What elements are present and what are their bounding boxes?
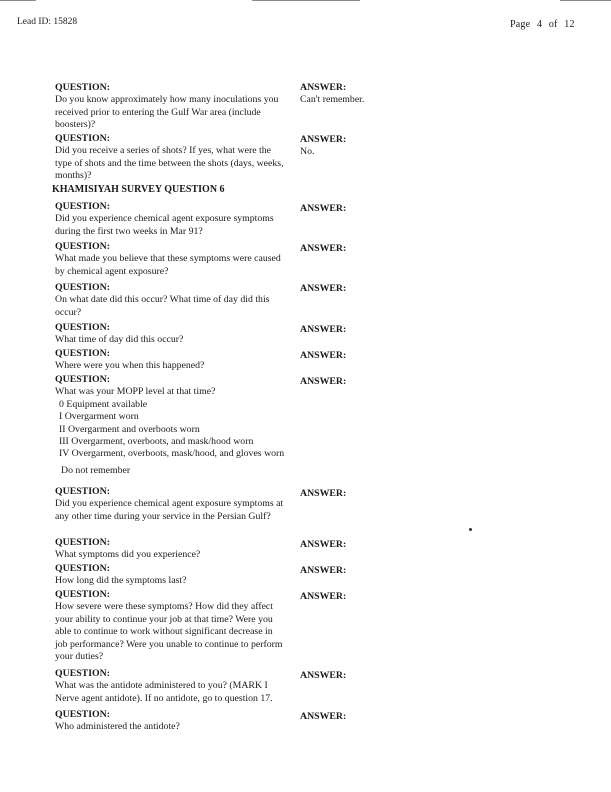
question-label: QUESTION: <box>55 82 110 93</box>
scan-line-center <box>252 0 360 1</box>
question-text: What was your MOPP level at that time? <box>55 386 216 398</box>
qa-block-11 <box>55 563 287 588</box>
question-label: QUESTION: <box>55 709 110 720</box>
qa-block-4 <box>55 241 287 278</box>
answer-text: Can't remember. <box>300 94 365 106</box>
answer-block-8 <box>300 376 410 388</box>
answer-block-12 <box>300 591 410 603</box>
answer-label: ANSWER: <box>300 134 347 145</box>
qa-block-5 <box>55 282 287 319</box>
question-text: Where were you when this happened? <box>55 360 205 372</box>
page-label: Page <box>510 19 531 30</box>
question-label: QUESTION: <box>55 322 110 333</box>
answer-label: ANSWER: <box>300 283 347 294</box>
answer-label: ANSWER: <box>300 565 347 576</box>
page-current: 4 <box>536 19 543 30</box>
page-of: of <box>548 19 558 30</box>
question-label: QUESTION: <box>55 374 110 385</box>
section-heading: KHAMISIYAH SURVEY QUESTION 6 <box>52 184 225 195</box>
question-text: What made you believe that these symptoms were caused by chemical agent exposure? <box>55 253 281 277</box>
question-label: QUESTION: <box>55 348 110 359</box>
answer-text: No. <box>300 146 315 158</box>
mopp-option-5: Do not remember <box>61 464 131 476</box>
qa-block-1 <box>55 82 287 132</box>
page-indicator <box>510 19 579 30</box>
question-text: Did you experience chemical agent exposure symptoms during the first two weeks in Mar 91? <box>55 213 274 237</box>
scan-line-left <box>0 0 36 1</box>
scan-speck <box>469 528 472 531</box>
answer-label: ANSWER: <box>300 670 347 681</box>
qa-block-8 <box>55 374 287 477</box>
answer-block-4 <box>300 243 410 255</box>
question-label: QUESTION: <box>55 133 110 144</box>
answer-label: ANSWER: <box>300 376 347 387</box>
qa-block-10 <box>55 537 287 562</box>
mopp-option-2: II Overgarment and overboots worn <box>59 423 200 435</box>
qa-block-9 <box>55 486 287 523</box>
answer-label: ANSWER: <box>300 82 347 93</box>
qa-block-14 <box>55 709 287 734</box>
answer-block-7 <box>300 350 410 362</box>
page-total: 12 <box>564 19 575 30</box>
qa-block-3 <box>55 201 287 238</box>
qa-block-7 <box>55 348 287 373</box>
question-text: Did you experience chemical agent exposure symptoms at any other time during your service in the Persian Gulf? <box>55 498 284 522</box>
answer-block-10 <box>300 539 410 551</box>
question-text: How severe were these symptoms? How did they affect your ability to continue your job at that time? Were you able to continue to work without significant decrease in job performance? Were you unable to continue to perform your duties? <box>55 601 283 663</box>
mopp-option-1: I Overgarment worn <box>59 411 139 423</box>
answer-block-14 <box>300 711 410 723</box>
question-text: What time of day did this occur? <box>55 334 184 346</box>
answer-label: ANSWER: <box>300 711 347 722</box>
qa-block-2 <box>55 133 287 183</box>
question-text: On what date did this occur? What time of day did this occur? <box>55 294 270 318</box>
question-label: QUESTION: <box>55 563 110 574</box>
mopp-option-3: III Overgarment, overboots, and mask/hood worn <box>59 436 254 448</box>
question-text: How long did the symptoms last? <box>55 575 187 587</box>
question-label: QUESTION: <box>55 241 110 252</box>
question-text: Who administered the antidote? <box>55 721 180 733</box>
answer-block-6 <box>300 324 410 336</box>
question-text: Do you know approximately how many inoculations you received prior to entering the Gulf War area (include boosters)? <box>55 94 279 131</box>
question-label: QUESTION: <box>55 201 110 212</box>
answer-block-2 <box>300 134 410 159</box>
answer-label: ANSWER: <box>300 243 347 254</box>
answer-block-3 <box>300 203 410 215</box>
mopp-option-0: 0 Equipment available <box>59 398 148 410</box>
answer-label: ANSWER: <box>300 488 347 499</box>
answer-block-1 <box>300 82 410 107</box>
answer-block-13 <box>300 670 410 682</box>
lead-id: Lead ID: 15828 <box>17 17 78 27</box>
qa-block-12 <box>55 589 287 663</box>
answer-label: ANSWER: <box>300 539 347 550</box>
answer-label: ANSWER: <box>300 203 347 214</box>
answer-block-5 <box>300 283 410 295</box>
question-label: QUESTION: <box>55 668 110 679</box>
answer-block-9 <box>300 488 410 500</box>
answer-label: ANSWER: <box>300 350 347 361</box>
question-label: QUESTION: <box>55 537 110 548</box>
question-label: QUESTION: <box>55 486 110 497</box>
question-text: Did you receive a series of shots? If yes, what were the type of shots and the time between the shots (days, weeks, months)? <box>55 145 284 182</box>
question-text: What symptoms did you experience? <box>55 549 201 561</box>
answer-label: ANSWER: <box>300 324 347 335</box>
question-label: QUESTION: <box>55 282 110 293</box>
question-text: What was the antidote administered to you? (MARK I Nerve agent antidote). If no antidote, go to question 17. <box>55 680 273 704</box>
mopp-option-4: IV Overgarment, overboots, mask/hood, and gloves worn <box>59 448 285 460</box>
qa-block-13 <box>55 668 287 705</box>
answer-block-11 <box>300 565 410 577</box>
answer-label: ANSWER: <box>300 591 347 602</box>
question-label: QUESTION: <box>55 589 110 600</box>
qa-block-6 <box>55 322 287 347</box>
scan-line-right <box>560 0 611 1</box>
